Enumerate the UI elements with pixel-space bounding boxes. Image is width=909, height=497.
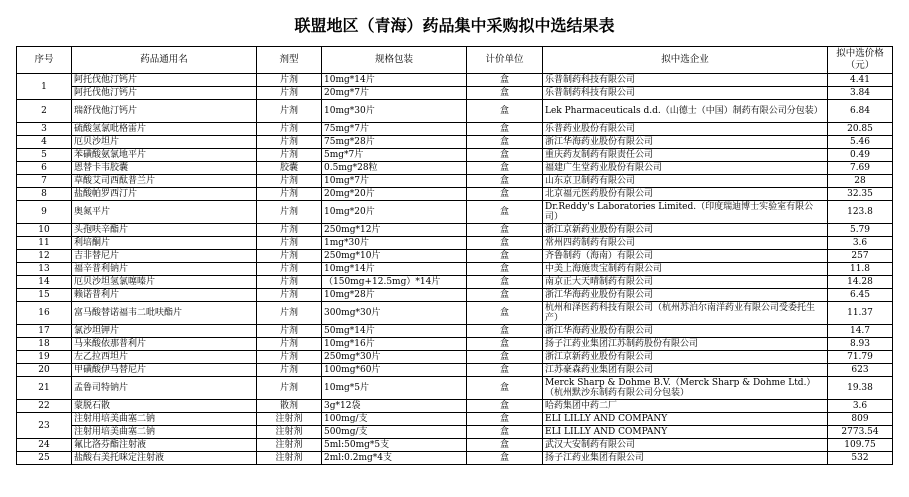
cell-price: 2773.54	[828, 426, 893, 439]
cell-price: 6.84	[828, 100, 893, 123]
cell-form: 片剂	[257, 377, 322, 400]
cell-no: 24	[17, 439, 72, 452]
cell-name: 瑞舒伐他汀钙片	[72, 100, 257, 123]
cell-spec: 20mg*20片	[322, 188, 467, 201]
header-price: 拟中选价格（元）	[828, 47, 893, 74]
cell-unit: 盒	[467, 162, 543, 175]
table-row	[17, 426, 893, 439]
table-row	[17, 302, 893, 325]
cell-unit: 盒	[467, 289, 543, 302]
page-title: 联盟地区（青海）药品集中采购拟中选结果表	[294, 16, 615, 35]
cell-name: 盐酸右美托咪定注射液	[72, 452, 257, 465]
cell-no: 11	[17, 237, 72, 250]
table-row	[17, 377, 893, 400]
cell-spec: 250mg*30片	[322, 351, 467, 364]
cell-no: 23	[17, 413, 72, 439]
cell-spec: 1mg*30片	[322, 237, 467, 250]
cell-company: 福建广生堂药业股份有限公司	[543, 162, 828, 175]
cell-price: 11.37	[828, 302, 893, 325]
table-row	[17, 276, 893, 289]
cell-no: 4	[17, 136, 72, 149]
table-row	[17, 74, 893, 87]
cell-unit: 盒	[467, 201, 543, 224]
cell-no: 17	[17, 325, 72, 338]
cell-form: 片剂	[257, 149, 322, 162]
cell-name: 厄贝沙坦片	[72, 136, 257, 149]
cell-spec: 10mg*14片	[322, 74, 467, 87]
cell-name: 马来酸依那普利片	[72, 338, 257, 351]
cell-company: 南京正大天晴制药有限公司	[543, 276, 828, 289]
cell-price: 28	[828, 175, 893, 188]
cell-company: 山东京卫制药有限公司	[543, 175, 828, 188]
cell-name: 草酸艾司西酞普兰片	[72, 175, 257, 188]
cell-spec: 500mg/支	[322, 426, 467, 439]
cell-no: 20	[17, 364, 72, 377]
table-row	[17, 201, 893, 224]
cell-unit: 盒	[467, 100, 543, 123]
cell-form: 片剂	[257, 250, 322, 263]
cell-form: 注射剂	[257, 452, 322, 465]
cell-form: 片剂	[257, 276, 322, 289]
cell-spec: 100mg/支	[322, 413, 467, 426]
cell-no: 19	[17, 351, 72, 364]
cell-company: 武汉大安制药有限公司	[543, 439, 828, 452]
cell-price: 71.79	[828, 351, 893, 364]
cell-no: 6	[17, 162, 72, 175]
cell-price: 32.35	[828, 188, 893, 201]
cell-price: 6.45	[828, 289, 893, 302]
cell-no: 2	[17, 100, 72, 123]
table-body	[17, 74, 893, 465]
cell-company: 北京福元医药股份有限公司	[543, 188, 828, 201]
cell-company: 乐普药业股份有限公司	[543, 123, 828, 136]
cell-price: 14.7	[828, 325, 893, 338]
cell-form: 片剂	[257, 224, 322, 237]
table-row	[17, 123, 893, 136]
cell-unit: 盒	[467, 351, 543, 364]
cell-name: 吉非替尼片	[72, 250, 257, 263]
cell-form: 片剂	[257, 123, 322, 136]
cell-company: 中美上海施贵宝制药有限公司	[543, 263, 828, 276]
cell-company: 扬子江药业集团有限公司	[543, 452, 828, 465]
cell-no: 3	[17, 123, 72, 136]
cell-name: 孟鲁司特钠片	[72, 377, 257, 400]
table-row	[17, 149, 893, 162]
cell-form: 片剂	[257, 188, 322, 201]
cell-price: 14.28	[828, 276, 893, 289]
cell-spec: 100mg*60片	[322, 364, 467, 377]
cell-form: 片剂	[257, 338, 322, 351]
cell-no: 21	[17, 377, 72, 400]
cell-spec: 20mg*7片	[322, 87, 467, 100]
cell-spec: 75mg*28片	[322, 136, 467, 149]
header-spec: 规格包装	[322, 47, 467, 74]
cell-unit: 盒	[467, 413, 543, 426]
table-header-row	[17, 47, 893, 74]
cell-company: 重庆药友制药有限责任公司	[543, 149, 828, 162]
cell-unit: 盒	[467, 237, 543, 250]
cell-unit: 盒	[467, 364, 543, 377]
cell-no: 22	[17, 400, 72, 413]
table-row	[17, 351, 893, 364]
table-row	[17, 175, 893, 188]
cell-name: 氯沙坦钾片	[72, 325, 257, 338]
cell-no: 8	[17, 188, 72, 201]
cell-unit: 盒	[467, 439, 543, 452]
cell-company: 乐普制药科技有限公司	[543, 87, 828, 100]
cell-unit: 盒	[467, 377, 543, 400]
cell-company: Lek Pharmaceuticals d.d.（山德士（中国）制药有限公司分包装）	[543, 100, 828, 123]
cell-form: 片剂	[257, 74, 322, 87]
cell-price: 4.41	[828, 74, 893, 87]
cell-form: 片剂	[257, 87, 322, 100]
cell-spec: 10mg*7片	[322, 175, 467, 188]
header-name: 药品通用名	[72, 47, 257, 74]
cell-spec: 5mg*7片	[322, 149, 467, 162]
cell-unit: 盒	[467, 325, 543, 338]
cell-no: 9	[17, 201, 72, 224]
cell-no: 25	[17, 452, 72, 465]
cell-spec: 10mg*28片	[322, 289, 467, 302]
cell-form: 片剂	[257, 302, 322, 325]
table-row	[17, 338, 893, 351]
cell-price: 5.46	[828, 136, 893, 149]
cell-name: 苯磺酸氨氯地平片	[72, 149, 257, 162]
cell-no: 18	[17, 338, 72, 351]
cell-form: 片剂	[257, 100, 322, 123]
cell-company: 江苏豪森药业集团有限公司	[543, 364, 828, 377]
cell-name: 注射用培美曲塞二钠	[72, 413, 257, 426]
cell-no: 16	[17, 302, 72, 325]
cell-name: 硫酸氢氯吡格雷片	[72, 123, 257, 136]
cell-name: 厄贝沙坦氢氯噻嗪片	[72, 276, 257, 289]
cell-form: 注射剂	[257, 439, 322, 452]
table-row	[17, 289, 893, 302]
table-row	[17, 136, 893, 149]
cell-unit: 盒	[467, 224, 543, 237]
cell-name: 奥氮平片	[72, 201, 257, 224]
cell-price: 3.6	[828, 400, 893, 413]
header-form: 剂型	[257, 47, 322, 74]
cell-unit: 盒	[467, 426, 543, 439]
cell-no: 1	[17, 74, 72, 100]
cell-price: 257	[828, 250, 893, 263]
cell-company: 常州四药制药有限公司	[543, 237, 828, 250]
cell-unit: 盒	[467, 87, 543, 100]
cell-name: 赖诺普利片	[72, 289, 257, 302]
cell-name: 富马酸替诺福韦二吡呋酯片	[72, 302, 257, 325]
cell-price: 7.69	[828, 162, 893, 175]
cell-price: 623	[828, 364, 893, 377]
cell-name: 恩替卡韦胶囊	[72, 162, 257, 175]
table-row	[17, 100, 893, 123]
table-row	[17, 413, 893, 426]
cell-company: 齐鲁制药（海南）有限公司	[543, 250, 828, 263]
cell-price: 8.93	[828, 338, 893, 351]
cell-company: 浙江京新药业股份有限公司	[543, 351, 828, 364]
cell-name: 阿托伐他汀钙片	[72, 87, 257, 100]
cell-spec: 250mg*12片	[322, 224, 467, 237]
cell-name: 阿托伐他汀钙片	[72, 74, 257, 87]
cell-form: 片剂	[257, 175, 322, 188]
cell-company: ELI LILLY AND COMPANY	[543, 426, 828, 439]
cell-spec: 3g*12袋	[322, 400, 467, 413]
cell-price: 123.8	[828, 201, 893, 224]
cell-spec: 10mg*5片	[322, 377, 467, 400]
cell-spec: 0.5mg*28粒	[322, 162, 467, 175]
cell-price: 20.85	[828, 123, 893, 136]
cell-name: 盐酸帕罗西汀片	[72, 188, 257, 201]
cell-form: 片剂	[257, 289, 322, 302]
cell-name: 蒙脱石散	[72, 400, 257, 413]
table-row	[17, 162, 893, 175]
cell-unit: 盒	[467, 338, 543, 351]
cell-price: 11.8	[828, 263, 893, 276]
cell-spec: 10mg*20片	[322, 201, 467, 224]
cell-spec: （150mg+12.5mg）*14片	[322, 276, 467, 289]
cell-company: 杭州和泽医药科技有限公司（杭州苏泊尔南洋药业有限公司受委托生产）	[543, 302, 828, 325]
cell-price: 809	[828, 413, 893, 426]
cell-form: 散剂	[257, 400, 322, 413]
header-no: 序号	[17, 47, 72, 74]
cell-company: 哈药集团中药二厂	[543, 400, 828, 413]
table-row	[17, 188, 893, 201]
cell-company: 浙江京新药业股份有限公司	[543, 224, 828, 237]
cell-price: 0.49	[828, 149, 893, 162]
results-table	[16, 46, 893, 465]
cell-name: 注射用培美曲塞二钠	[72, 426, 257, 439]
cell-unit: 盒	[467, 263, 543, 276]
header-unit: 计价单位	[467, 47, 543, 74]
table-row	[17, 400, 893, 413]
table-row	[17, 263, 893, 276]
cell-company: 浙江华海药业股份有限公司	[543, 325, 828, 338]
cell-price: 19.38	[828, 377, 893, 400]
cell-form: 片剂	[257, 325, 322, 338]
cell-spec: 2ml:0.2mg*4支	[322, 452, 467, 465]
cell-spec: 250mg*10片	[322, 250, 467, 263]
cell-unit: 盒	[467, 188, 543, 201]
table-row	[17, 250, 893, 263]
table-row	[17, 237, 893, 250]
cell-no: 14	[17, 276, 72, 289]
table-row	[17, 325, 893, 338]
cell-name: 头孢呋辛酯片	[72, 224, 257, 237]
cell-form: 片剂	[257, 237, 322, 250]
table-row	[17, 439, 893, 452]
cell-company: Dr.Reddy's Laboratories Limited.（印度瑞迪博士实验室有限公司）	[543, 201, 828, 224]
cell-no: 10	[17, 224, 72, 237]
cell-name: 利培酮片	[72, 237, 257, 250]
table-row	[17, 224, 893, 237]
cell-form: 胶囊	[257, 162, 322, 175]
cell-form: 片剂	[257, 201, 322, 224]
cell-company: 浙江华海药业股份有限公司	[543, 289, 828, 302]
cell-price: 3.6	[828, 237, 893, 250]
cell-no: 7	[17, 175, 72, 188]
cell-no: 5	[17, 149, 72, 162]
header-company: 拟中选企业	[543, 47, 828, 74]
cell-form: 片剂	[257, 364, 322, 377]
cell-spec: 50mg*14片	[322, 325, 467, 338]
cell-form: 片剂	[257, 136, 322, 149]
cell-name: 甲磺酸伊马替尼片	[72, 364, 257, 377]
cell-company: 浙江华海药业股份有限公司	[543, 136, 828, 149]
cell-company: 乐普制药科技有限公司	[543, 74, 828, 87]
table-row	[17, 87, 893, 100]
cell-form: 注射剂	[257, 426, 322, 439]
cell-no: 15	[17, 289, 72, 302]
cell-unit: 盒	[467, 175, 543, 188]
cell-price: 109.75	[828, 439, 893, 452]
cell-name: 氟比洛芬酯注射液	[72, 439, 257, 452]
cell-form: 片剂	[257, 263, 322, 276]
table-row	[17, 452, 893, 465]
cell-spec: 300mg*30片	[322, 302, 467, 325]
cell-spec: 10mg*16片	[322, 338, 467, 351]
cell-name: 福辛普利钠片	[72, 263, 257, 276]
cell-price: 3.84	[828, 87, 893, 100]
cell-spec: 5ml:50mg*5支	[322, 439, 467, 452]
table-row	[17, 364, 893, 377]
cell-unit: 盒	[467, 74, 543, 87]
cell-no: 13	[17, 263, 72, 276]
cell-company: ELI LILLY AND COMPANY	[543, 413, 828, 426]
cell-spec: 10mg*30片	[322, 100, 467, 123]
cell-form: 注射剂	[257, 413, 322, 426]
cell-price: 5.79	[828, 224, 893, 237]
cell-no: 12	[17, 250, 72, 263]
cell-unit: 盒	[467, 149, 543, 162]
cell-unit: 盒	[467, 452, 543, 465]
cell-unit: 盒	[467, 123, 543, 136]
cell-company: 扬子江药业集团江苏制药股份有限公司	[543, 338, 828, 351]
cell-spec: 75mg*7片	[322, 123, 467, 136]
cell-name: 左乙拉西坦片	[72, 351, 257, 364]
cell-price: 532	[828, 452, 893, 465]
cell-unit: 盒	[467, 302, 543, 325]
cell-company: Merck Sharp & Dohme B.V.（Merck Sharp & Dohme Ltd.）（杭州默沙东制药有限公司分包装）	[543, 377, 828, 400]
cell-form: 片剂	[257, 351, 322, 364]
cell-spec: 10mg*14片	[322, 263, 467, 276]
cell-unit: 盒	[467, 400, 543, 413]
cell-unit: 盒	[467, 276, 543, 289]
cell-unit: 盒	[467, 250, 543, 263]
cell-unit: 盒	[467, 136, 543, 149]
